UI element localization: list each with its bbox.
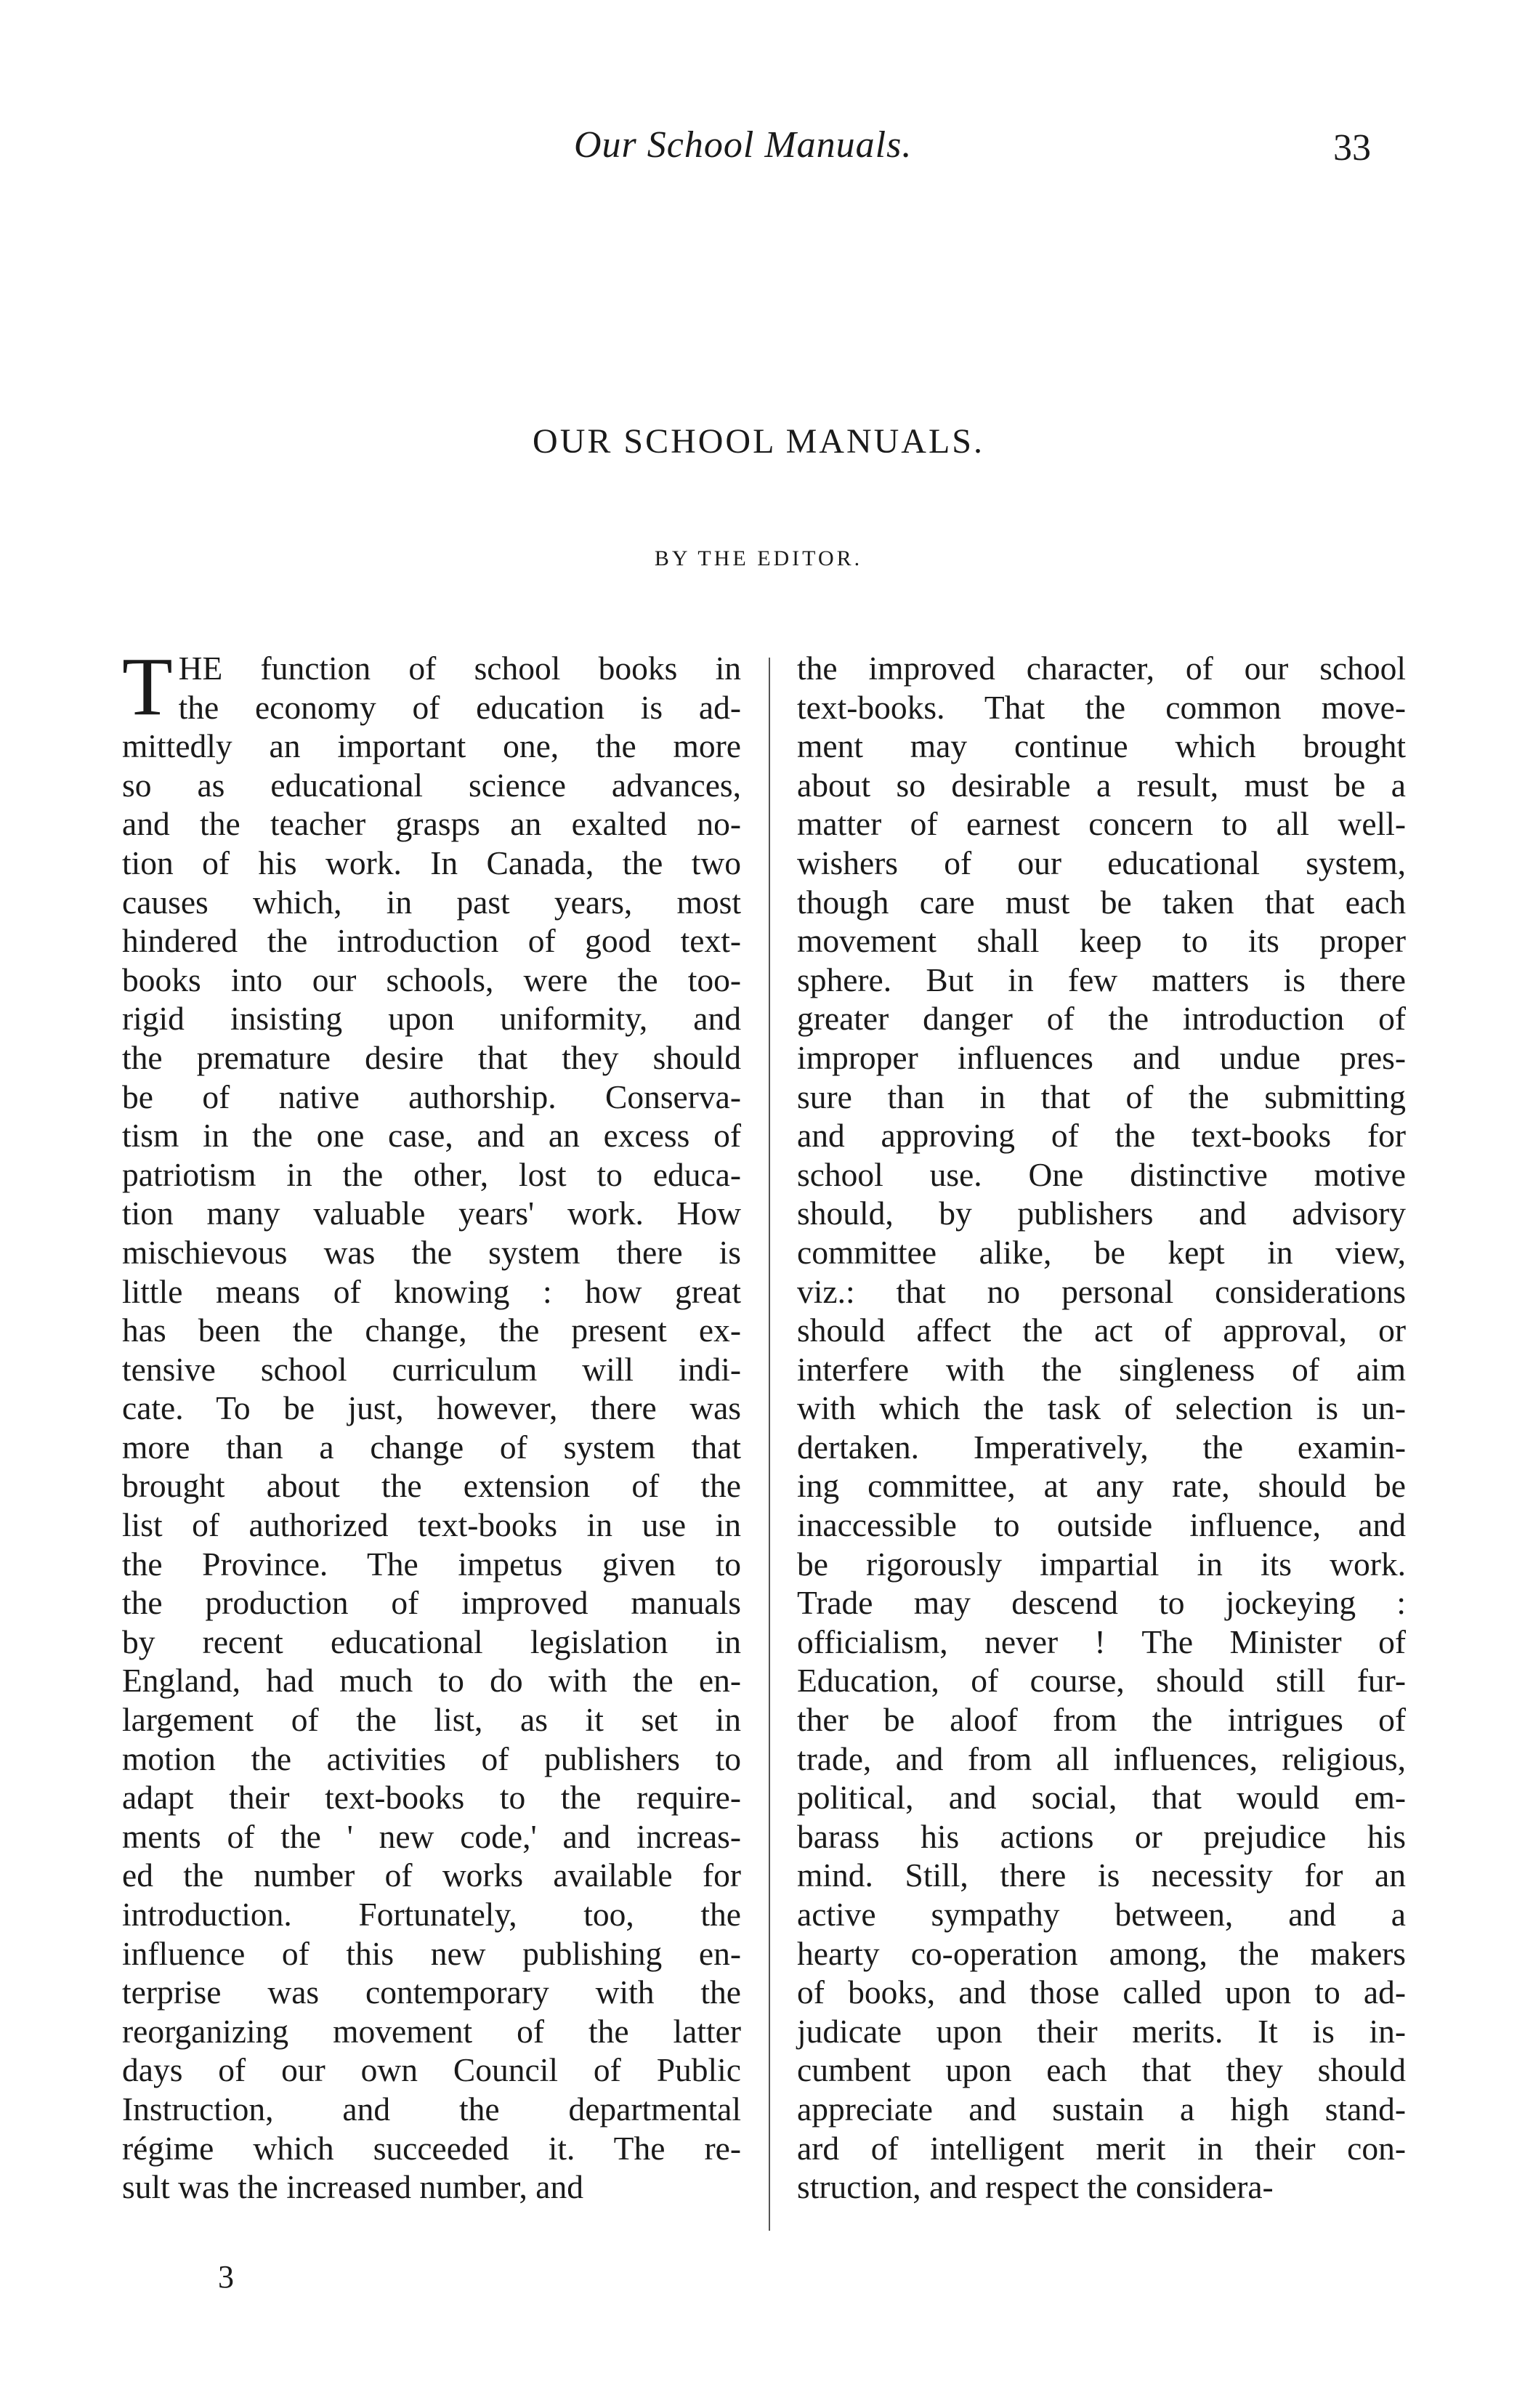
text-line: influence of this new publishing en- [122, 1934, 741, 1972]
text-line: ments of the ' new code,' and increas- [122, 1817, 741, 1855]
text-line: of books, and those called upon to ad- [797, 1973, 1406, 2011]
text-line: tion of his work. In Canada, the two [122, 844, 741, 881]
running-head [0, 124, 1517, 182]
text-line: appreciate and sustain a high stand- [797, 2090, 1406, 2128]
left-column [122, 640, 741, 2247]
text-line: sphere. But in few matters is there [797, 961, 1406, 998]
text-line: active sympathy between, and a [797, 1896, 1406, 1933]
text-line: with which the task of selection is un- [797, 1389, 1406, 1427]
text-line: cumbent upon each that they should [797, 2051, 1406, 2089]
text-line: the premature desire that they should [122, 1038, 741, 1076]
text-line: largement of the list, as it set in [122, 1701, 741, 1739]
text-line: ard of intelligent merit in their con- [797, 2129, 1406, 2167]
text-line: reorganizing movement of the latter [122, 2012, 741, 2050]
text-line: sure than in that of the submitting [797, 1078, 1406, 1115]
page-number: 33 [1333, 127, 1371, 169]
text-line: should, by publishers and advisory [797, 1195, 1406, 1232]
text-line: wishers of our educational system, [797, 844, 1406, 881]
text-line: Instruction, and the departmental [122, 2090, 741, 2128]
text-line: movement shall keep to its proper [797, 922, 1406, 960]
text-line: hindered the introduction of good text- [122, 922, 741, 960]
text-line: political, and social, that would em- [797, 1779, 1406, 1817]
text-line: cate. To be just, however, there was [122, 1389, 741, 1427]
text-line: adapt their text-books to the require- [122, 1779, 741, 1817]
text-line: matter of earnest concern to all well- [797, 805, 1406, 843]
text-line: little means of knowing : how great [122, 1272, 741, 1310]
text-line: viz.: that no personal considerations [797, 1272, 1406, 1310]
text-line: struction, and respect the considera- [797, 2168, 1274, 2206]
signature-mark: 3 [218, 2259, 234, 2295]
text-line: inaccessible to outside influence, and [797, 1506, 1406, 1544]
text-line: Trade may descend to jockeying : [797, 1584, 1406, 1622]
text-line: judicate upon their merits. It is in- [797, 2012, 1406, 2050]
column-divider [769, 658, 770, 2231]
text-line: more than a change of system that [122, 1428, 741, 1466]
text-line: by recent educational legislation in [122, 1623, 741, 1660]
text-line: patriotism in the other, lost to educa- [122, 1155, 741, 1193]
article-title: OUR SCHOOL MANUALS. [533, 422, 984, 461]
text-line: régime which succeeded it. The re- [122, 2129, 741, 2167]
text-line: England, had much to do with the en- [122, 1662, 741, 1700]
text-line: ing committee, at any rate, should be [797, 1467, 1406, 1505]
text-line: the improved character, of our school [797, 650, 1406, 687]
text-line: officialism, never ! The Minister of [797, 1623, 1406, 1660]
text-line: and the teacher grasps an exalted no- [122, 805, 741, 843]
text-line: causes which, in past years, most [122, 883, 741, 921]
text-line: tism in the one case, and an excess of [122, 1117, 741, 1155]
text-line: HE function of school books in [178, 650, 741, 687]
text-line: mischievous was the system there is [122, 1233, 741, 1271]
text-line: improper influences and undue pres- [797, 1038, 1406, 1076]
text-line: tion many valuable years' work. How [122, 1195, 741, 1232]
text-line: ed the number of works available for [122, 1856, 741, 1894]
drop-cap: T [122, 640, 173, 732]
text-line: sult was the increased number, and [122, 2168, 583, 2206]
text-line: brought about the extension of the [122, 1467, 741, 1505]
text-line: about so desirable a result, must be a [797, 766, 1406, 804]
text-line: list of authorized text-books in use in [122, 1506, 741, 1544]
text-line: school use. One distinctive motive [797, 1155, 1406, 1193]
left-column-text [122, 640, 741, 2207]
text-line: Education, of course, should still fur- [797, 1662, 1406, 1700]
right-column [797, 649, 1406, 2247]
text-line: barass his actions or prejudice his [797, 1817, 1406, 1855]
text-line: ment may continue which brought [797, 727, 1406, 765]
text-line: introduction. Fortunately, too, the [122, 1896, 741, 1933]
text-line: motion the activities of publishers to [122, 1740, 741, 1777]
text-line: be rigorously impartial in its work. [797, 1545, 1406, 1583]
text-line: the Province. The impetus given to [122, 1545, 741, 1583]
byline: BY THE EDITOR. [654, 546, 863, 570]
text-line: tensive school curriculum will indi- [122, 1350, 741, 1388]
text-line: rigid insisting upon uniformity, and [122, 1000, 741, 1038]
text-line: greater danger of the introduction of [797, 1000, 1406, 1038]
text-line: days of our own Council of Public [122, 2051, 741, 2089]
text-line: text-books. That the common move- [797, 688, 1406, 726]
text-line: ther be aloof from the intrigues of [797, 1701, 1406, 1739]
text-line: the economy of education is ad- [178, 688, 741, 726]
text-line: terprise was contemporary with the [122, 1973, 741, 2011]
text-line: dertaken. Imperatively, the examin- [797, 1428, 1406, 1466]
text-line: though care must be taken that each [797, 883, 1406, 921]
text-line: books into our schools, were the too- [122, 961, 741, 998]
text-line: interfere with the singleness of aim [797, 1350, 1406, 1388]
text-line: hearty co-operation among, the makers [797, 1934, 1406, 1972]
text-line: be of native authorship. Conserva- [122, 1078, 741, 1115]
text-line: and approving of the text-books for [797, 1117, 1406, 1155]
text-line: so as educational science advances, [122, 766, 741, 804]
text-line: the production of improved manuals [122, 1584, 741, 1622]
text-line: committee alike, be kept in view, [797, 1233, 1406, 1271]
running-title: Our School Manuals. [574, 124, 913, 166]
text-line: trade, and from all influences, religious, [797, 1740, 1406, 1777]
text-line: has been the change, the present ex- [122, 1312, 741, 1349]
text-line: mind. Still, there is necessity for an [797, 1856, 1406, 1894]
right-column-text [797, 649, 1406, 2207]
text-line: mittedly an important one, the more [122, 727, 741, 765]
text-line: should affect the act of approval, or [797, 1312, 1406, 1349]
